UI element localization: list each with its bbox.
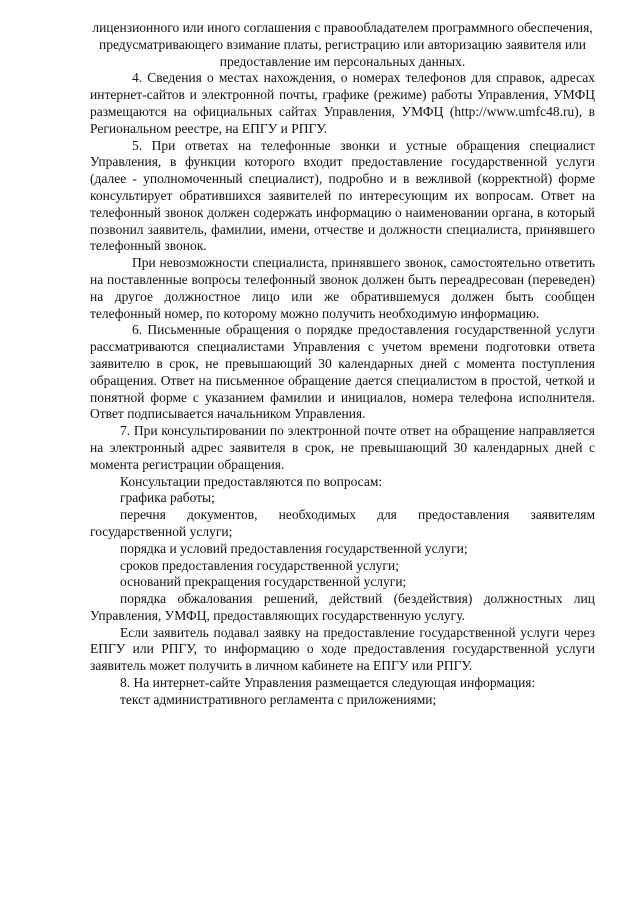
list-item-termination: оснований прекращения государственной услуги;	[120, 574, 407, 590]
paragraph-item-7: 7. При консультировании по электронной почте ответ на обращение направляется на электронный адрес заявителя в срок, не превышающий 30 календарных дней с момента регистрации обращения.	[90, 423, 595, 472]
document-page	[90, 20, 595, 709]
paragraph-item-6: 6. Письменные обращения о порядке предоставления государственной услуги рассматриваются специалистами Управления с учетом времени подготовки ответа заявителю в срок, не превышающий 30 календарных дней с момента поступления обращения. Ответ на письменное обращение дается специалистом в простой, четкой и понятной форме с указанием фамилии и инициалов, номера телефона исполнителя. Ответ подписывается начальником Управления.	[90, 322, 595, 422]
list-item-regulation-text: текст административного регламента с приложениями;	[120, 691, 437, 707]
paragraph-continuation: лицензионного или иного соглашения с правообладателем программного обеспечения, предусматривающего взимание платы, регистрацию или авторизацию заявителя или предоставление им персональных данных.	[92, 20, 593, 69]
list-item-conditions: порядка и условий предоставления государственной услуги;	[120, 540, 468, 556]
paragraph-epgu-status: Если заявитель подавал заявку на предоставление государственной услуги через ЕПГУ или РПГУ, то информацию о ходе предоставления государственной услуги заявитель может получить в личном кабинете на ЕПГУ или РПГУ.	[90, 624, 595, 674]
paragraph-consultation-intro: Консультации предоставляются по вопросам:	[120, 473, 383, 489]
paragraph-phone-redirect: При невозможности специалиста, принявшего звонок, самостоятельно ответить на поставленные вопросы телефонный звонок должен быть переадресован (переведен) на другое должностное лицо или же обратившемуся должен быть сообщен телефонный номер, по которому можно получить необходимую информацию.	[90, 255, 595, 321]
paragraph-item-4: 4. Сведения о местах нахождения, о номерах телефонов для справок, адресах интернет-сайтов и электронной почты, графике (режиме) работы Управления, УМФЦ размещаются на официальных сайтах Управления, УМФЦ (http://www.umfc48.ru), в Региональном реестре, на ЕПГУ и РПГУ.	[90, 70, 595, 136]
list-item-schedule: графика работы;	[120, 490, 215, 506]
paragraph-item-8: 8. На интернет-сайте Управления размещается следующая информация:	[120, 675, 536, 691]
list-item-appeal: порядка обжалования решений, действий (бездействия) должностных лиц Управления, УМФЦ, предоставляющих государственную услугу.	[90, 591, 595, 623]
list-item-terms: сроков предоставления государственной услуги;	[120, 557, 399, 573]
paragraph-item-5: 5. При ответах на телефонные звонки и устные обращения специалист Управления, в функции которого входит предоставление государственной услуги (далее - уполномоченный специалист), подробно и в вежливой (корректной) форме консультирует обратившихся заявителей по интересующим их вопросам. Ответ на телефонный звонок должен содержать информацию о наименовании органа, в который позвонил заявитель, фамилии, имени, отчестве и должности специалиста, принявшего телефонный звонок.	[90, 137, 595, 254]
list-item-documents: перечня документов, необходимых для предоставления заявителям государственной услуги;	[90, 507, 595, 539]
